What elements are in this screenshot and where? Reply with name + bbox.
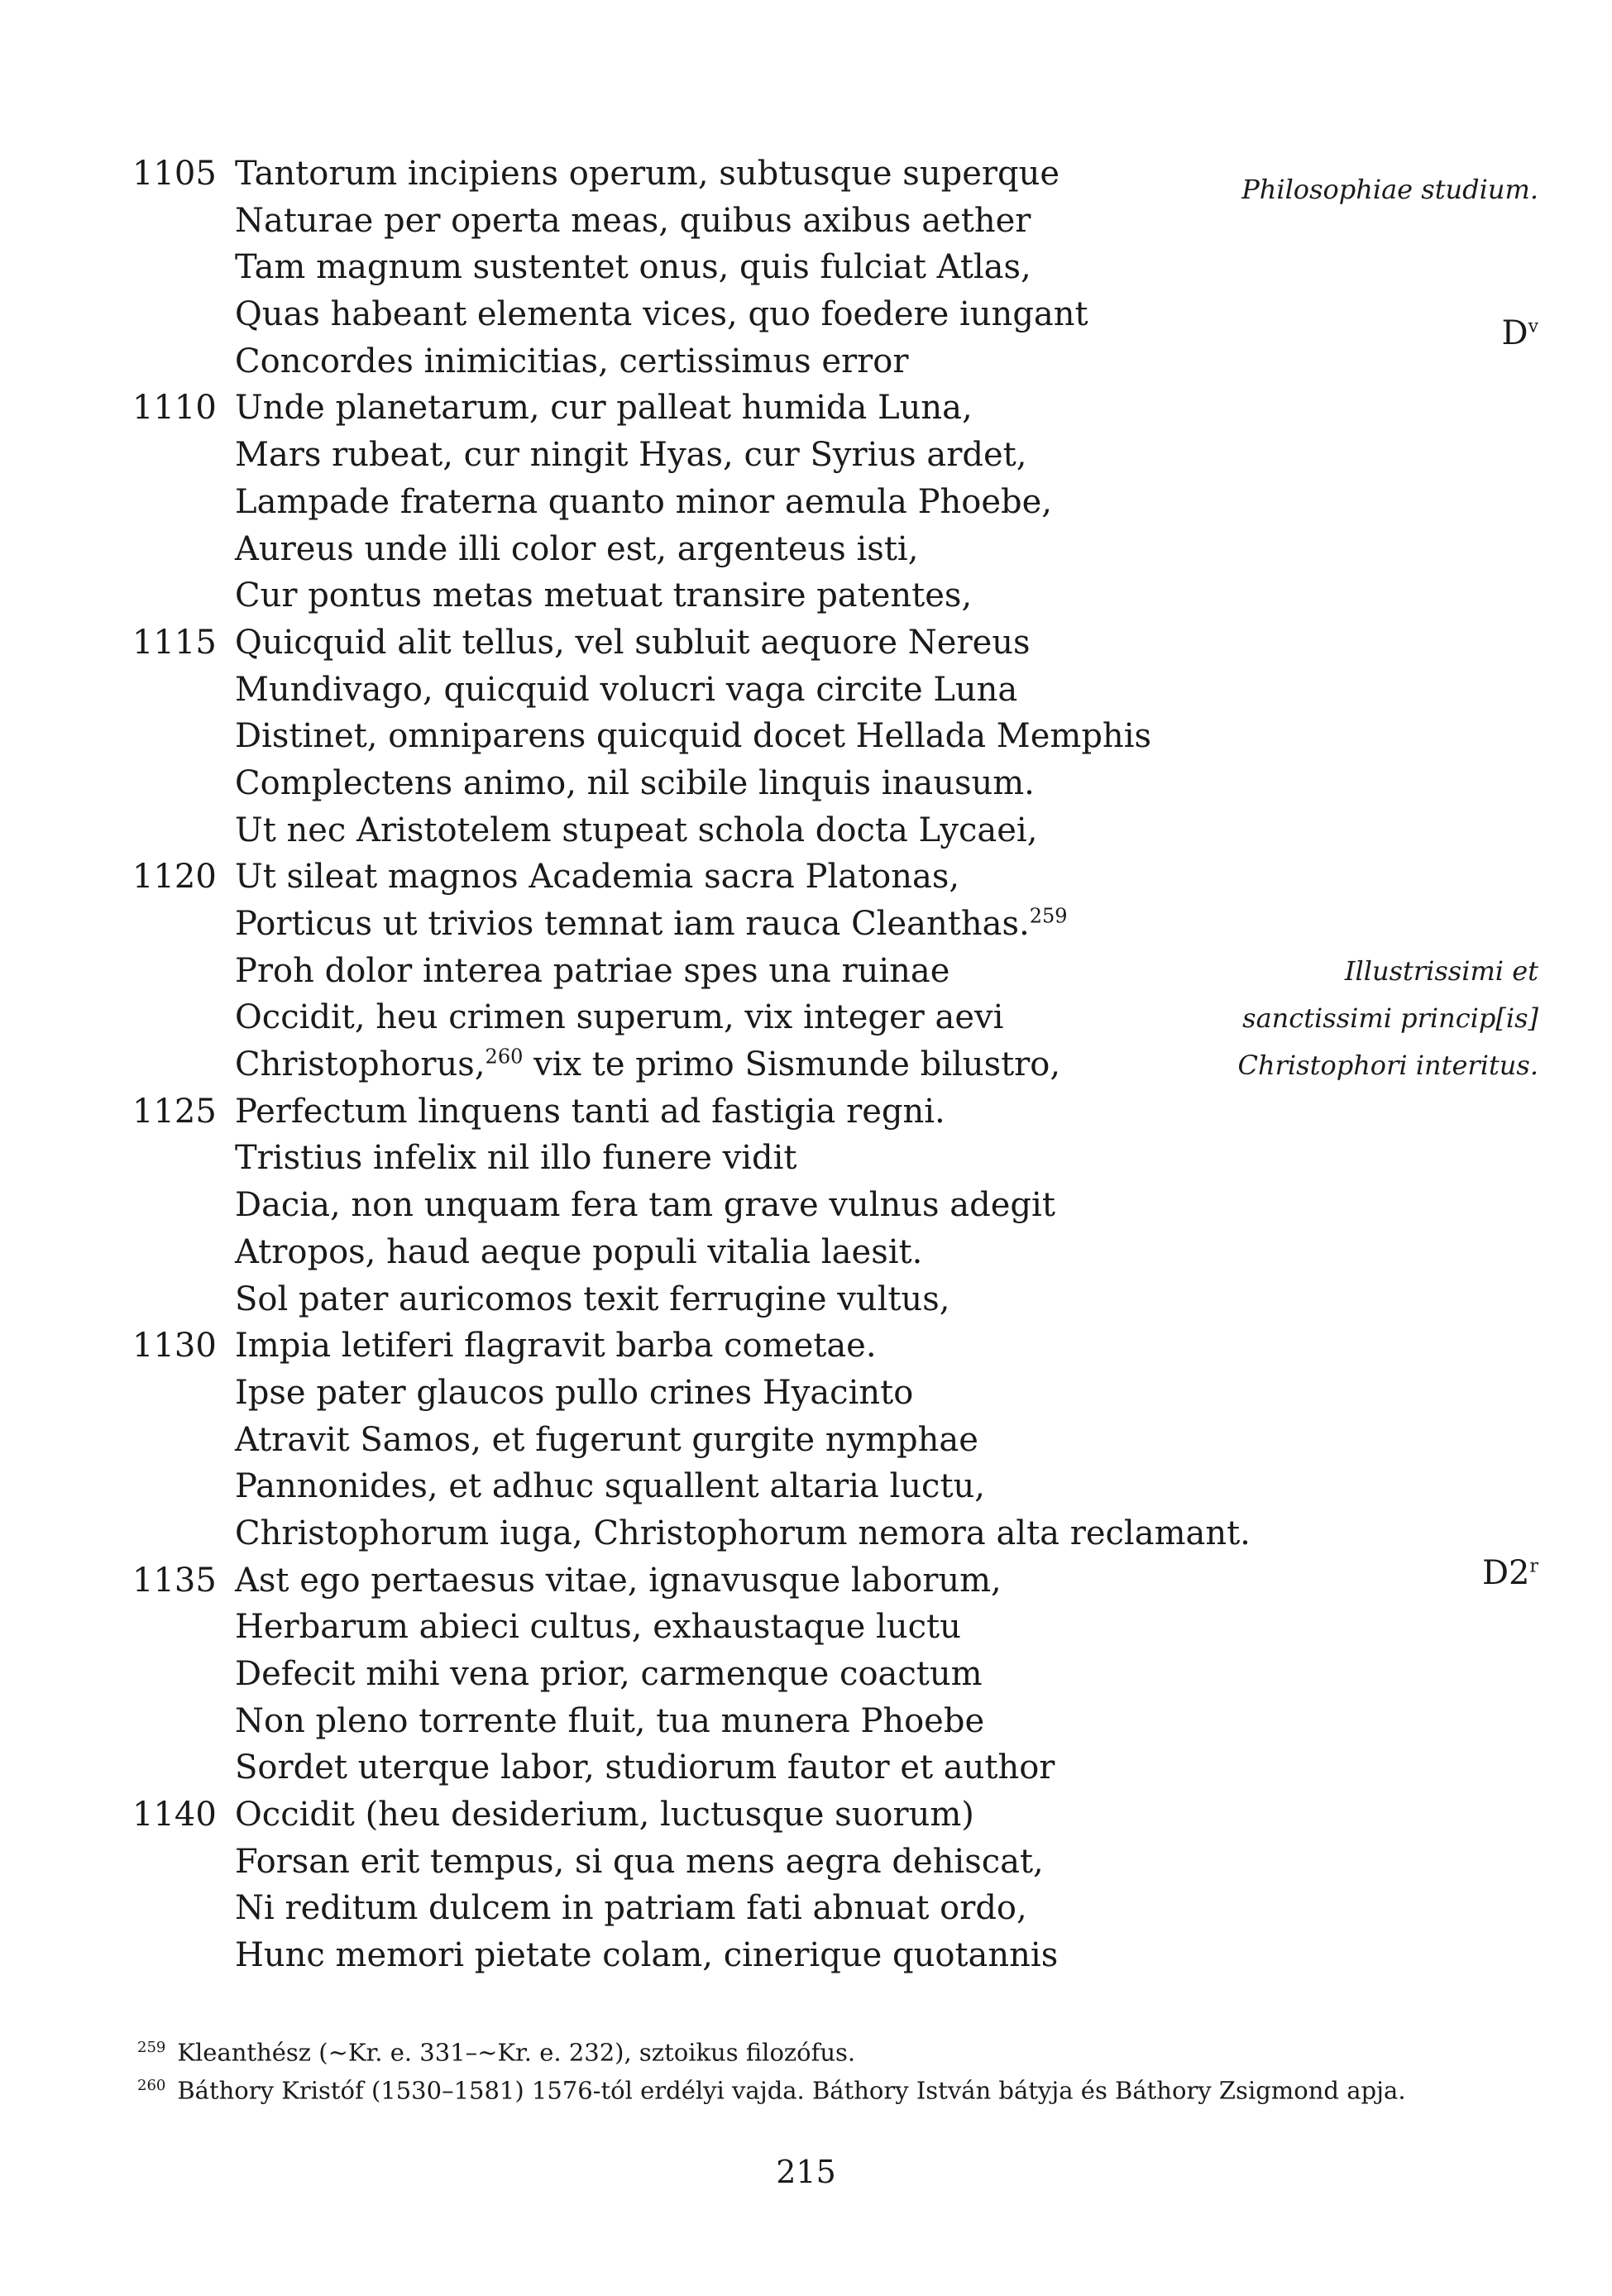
verse-text	[235, 619, 1031, 667]
verse-text-main: Dacia, non unquam fera tam grave vulnus adegit	[235, 1186, 1055, 1225]
verse-text-main: Ast ego pertaesus vitae, ignavusque laborum,	[235, 1561, 1002, 1600]
verse-text	[235, 948, 950, 995]
verse-line	[132, 291, 1538, 338]
verse-line	[132, 338, 1538, 385]
verse-line	[132, 526, 1538, 573]
verse-text-main: Atravit Samos, et fugerunt gurgite nymphae	[235, 1420, 978, 1459]
verse-text-main: Tristius infelix nil illo funere vidit	[235, 1139, 797, 1178]
line-number: 1125	[132, 1092, 217, 1131]
verse-text-main: Cur pontus metas metuat transire patentes,	[235, 576, 973, 615]
verse-text-main: Perfectum linquens tanti ad fastigia regni.	[235, 1092, 945, 1131]
verse-text	[235, 244, 1031, 291]
verse-text-main: Quas habeant elementa vices, quo foedere iungant	[235, 295, 1088, 334]
verse-text-main: Forsan erit tempus, si qua mens aegra dehiscat,	[235, 1842, 1044, 1881]
verse-line	[132, 1135, 1538, 1182]
verse-text	[235, 713, 1151, 760]
page-number: 215	[776, 2154, 836, 2190]
verse-line	[132, 1370, 1538, 1417]
verse-text	[235, 901, 1068, 948]
verse-text	[235, 151, 1060, 198]
verse-text-main: Aureus unde illi color est, argenteus isti,	[235, 529, 919, 568]
verse-line	[132, 572, 1538, 619]
verse-text	[235, 385, 973, 432]
verse-line	[132, 1839, 1538, 1886]
verse-text-main: Occidit (heu desiderium, luctusque suorum)	[235, 1796, 974, 1834]
verse-text	[235, 854, 959, 901]
verse-text-main: Porticus ut trivios temnat iam rauca Cleanthas.	[235, 905, 1030, 943]
verse-line	[132, 1791, 1538, 1839]
verse-text-main: Hunc memori pietate colam, cinerique quotannis	[235, 1936, 1059, 1975]
verse-text	[235, 1744, 1055, 1791]
marginal-note-death-line3: Christophori interitus.	[1237, 1050, 1538, 1081]
verse-line	[132, 901, 1538, 948]
line-number: 1120	[132, 858, 217, 897]
verse-line	[132, 1088, 1538, 1136]
line-number: 1130	[132, 1327, 217, 1366]
verse-text	[235, 432, 1026, 479]
verse-text	[235, 1463, 985, 1510]
verse-line	[132, 1323, 1538, 1370]
verse-text	[235, 1932, 1058, 1979]
verse-text	[235, 338, 908, 385]
verse-text-main: Mars rubeat, cur ningit Hyas, cur Syrius ardet,	[235, 436, 1027, 475]
verse-text-main: Ipse pater glaucos pullo crines Hyacinto	[235, 1373, 914, 1412]
verse-text	[235, 1323, 877, 1370]
verse-text-main: Mundivago, quicquid volucri vaga circite Luna	[235, 670, 1018, 709]
verse-text	[235, 807, 1037, 854]
verse-text	[235, 1041, 1060, 1088]
verse-text-main: Unde planetarum, cur palleat humida Luna,	[235, 389, 973, 428]
verse-text	[235, 1276, 950, 1323]
verse-text-main: Pannonides, et adhuc squallent altaria luctu,	[235, 1467, 986, 1506]
line-number: 1135	[132, 1561, 217, 1600]
verse-text-main: Concordes inimicitias, certissimus error	[235, 342, 909, 380]
verse-text	[235, 1557, 1002, 1605]
verse-line	[132, 1182, 1538, 1229]
verse-text	[235, 291, 1088, 338]
line-number: 1115	[132, 623, 217, 662]
marginal-note-death-line2: sanctissimi princip[is]	[1242, 1002, 1538, 1034]
verse-line	[132, 1932, 1538, 1979]
verse-line	[132, 760, 1538, 807]
footnote-259: $^{259}$ Kleanthész (~Kr. e. 331–~Kr. e. 232), sztoikus filozófus.	[137, 2038, 856, 2067]
verse-text-main: Complectens animo, nil scibile linquis inausum.	[235, 763, 1035, 802]
verse-text	[235, 760, 1035, 807]
verse-line	[132, 385, 1538, 432]
verse-text	[235, 526, 918, 573]
verse-line	[132, 1463, 1538, 1510]
line-number: 1140	[132, 1796, 217, 1834]
verse-text	[235, 198, 1031, 245]
verse-line	[132, 1885, 1538, 1932]
verse-text	[235, 1604, 961, 1651]
verse-text	[235, 572, 972, 619]
verse-line	[132, 948, 1538, 995]
verse-line	[132, 854, 1538, 901]
verse-line	[132, 432, 1538, 479]
verse-text	[235, 1135, 797, 1182]
verse-text-main: Ut sileat magnos Academia sacra Platonas,	[235, 858, 960, 897]
verse-line	[132, 1604, 1538, 1651]
verse-text-main: Distinet, omniparens quicquid docet Hellada Memphis	[235, 717, 1152, 756]
verse-text-main: Herbarum abieci cultus, exhaustaque luctu	[235, 1608, 961, 1647]
verse-line	[132, 1651, 1538, 1698]
verse-line	[132, 1229, 1538, 1276]
verse-line	[132, 1698, 1538, 1745]
verse-text-main: Christophorum iuga, Christophorum nemora alta reclamant.	[235, 1514, 1251, 1552]
verse-text	[235, 479, 1052, 526]
verse-line	[132, 1510, 1538, 1557]
signature-mark-d2r: D2$^r$	[1481, 1554, 1538, 1592]
verse-text-main: Non pleno torrente fluit, tua munera Phoebe	[235, 1701, 985, 1740]
line-number: 1105	[132, 155, 217, 193]
verse-line	[132, 667, 1538, 714]
verse-text-main: Sol pater auricomos texit ferrugine vultus,	[235, 1280, 950, 1318]
signature-mark-dv: $D^v$	[1501, 314, 1538, 352]
verse-text	[235, 1182, 1055, 1229]
verse-text-main: Tam magnum sustentet onus, quis fulciat Atlas,	[235, 248, 1031, 287]
verse-line	[132, 479, 1538, 526]
footnotes	[137, 2031, 1494, 2107]
verse-text	[235, 1698, 984, 1745]
marginal-note-death-line1: Illustrissimi et	[1344, 955, 1538, 987]
verse-text-main: Christophorus,	[235, 1045, 486, 1084]
line-number: 1110	[132, 389, 217, 428]
verse-text	[235, 994, 1003, 1041]
verse-text	[235, 1088, 945, 1136]
verse-line	[132, 807, 1538, 854]
verse-line	[132, 244, 1538, 291]
verse-line	[132, 1417, 1538, 1464]
verse-text-main: Quicquid alit tellus, vel subluit aequore Nereus	[235, 623, 1031, 662]
verse-text	[235, 1839, 1044, 1886]
verse-text-main: Defecit mihi vena prior, carmenque coactum	[235, 1655, 983, 1693]
verse-text-main: Sordet uterque labor, studiorum fautor et author	[235, 1748, 1055, 1787]
verse-text-main: Proh dolor interea patriae spes una ruinae	[235, 951, 950, 990]
verse-text-main: Ut nec Aristotelem stupeat schola docta Lycaei,	[235, 811, 1038, 849]
verse-text-main: Tantorum incipiens operum, subtusque superque	[235, 155, 1060, 193]
verse-text	[235, 1791, 974, 1839]
verse-text-main: Naturae per operta meas, quibus axibus aether	[235, 201, 1031, 240]
verse-text	[235, 1651, 983, 1698]
verse-text-continued: vix te primo Sismunde bilustro,	[523, 1045, 1061, 1084]
verse-text-main: Atropos, haud aeque populi vitalia laesit.	[235, 1232, 923, 1271]
verse-text-main: Ni reditum dulcem in patriam fati abnuat ordo,	[235, 1889, 1027, 1928]
verse-text-main: Impia letiferi flagravit barba cometae.	[235, 1327, 877, 1366]
footnote-reference[interactable]: 260	[485, 1045, 524, 1069]
verse-text-main: Occidit, heu crimen superum, vix integer aevi	[235, 998, 1004, 1037]
footnote-reference[interactable]: 259	[1029, 904, 1068, 928]
verse-line	[132, 713, 1538, 760]
verse-line	[132, 619, 1538, 667]
verse-text	[235, 1229, 922, 1276]
verse-line	[132, 1276, 1538, 1323]
verse-text	[235, 1417, 978, 1464]
verse-text	[235, 1370, 913, 1417]
verse-text	[235, 1510, 1251, 1557]
verse-text	[235, 1885, 1027, 1932]
marginal-note-philosophy: Philosophiae studium.	[1241, 174, 1538, 205]
footnote-260: $^{260}$ Báthory Kristóf (1530–1581) 1576-tól erdélyi vajda. Báthory István bátyja és Báthory Zsigmond apja.	[137, 2076, 1406, 2105]
verse-line	[132, 1744, 1538, 1791]
verse-line	[132, 1557, 1538, 1605]
verse-block	[132, 151, 1538, 1979]
verse-text	[235, 667, 1017, 714]
verse-text-main: Lampade fraterna quanto minor aemula Phoebe,	[235, 482, 1052, 521]
